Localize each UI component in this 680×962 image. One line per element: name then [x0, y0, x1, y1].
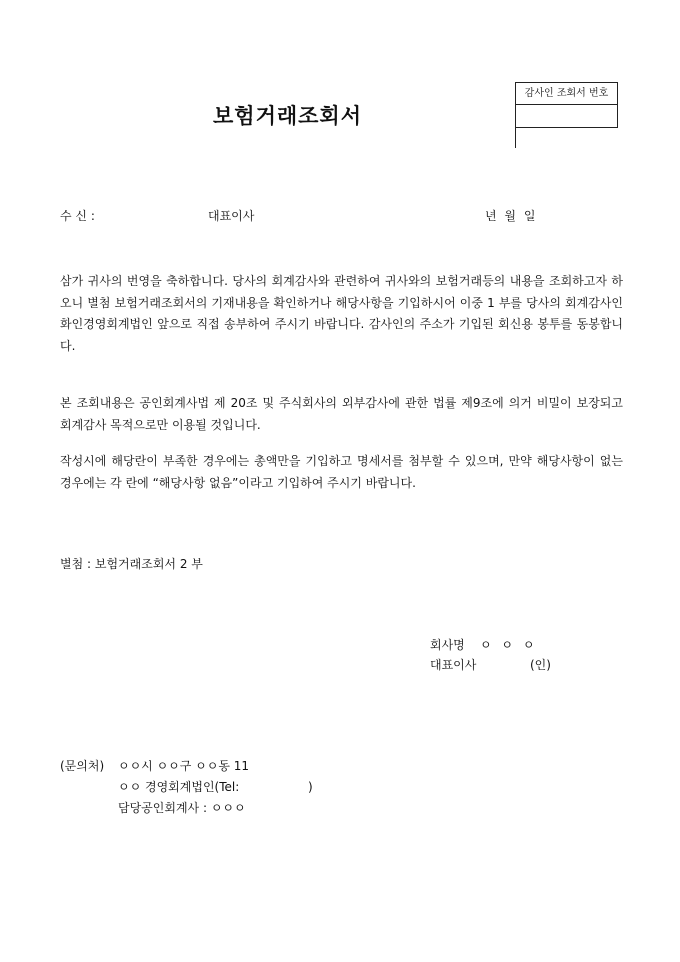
auditor-number-box: [515, 82, 618, 128]
body-paragraph-2: 본 조회내용은 공인회계사법 제 20조 및 주식회사의 외부감사에 관한 법률 제9조에 의거 비밀이 보장되고 회계감사 목적으로만 이용될 것입니다.: [60, 396, 623, 432]
recipient-label: 수 신 :: [60, 209, 95, 223]
contact-label: (문의처): [60, 759, 105, 773]
auditor-box-line: [515, 126, 516, 148]
contact-cpa: 담당공인회계사 : ㅇㅇㅇ: [118, 801, 246, 815]
attachment-note: 별첨 : 보험거래조회서 2 부: [60, 557, 203, 571]
auditor-number-label: 감사인 조회서 번호: [516, 83, 617, 105]
contact-firm: ㅇㅇ 경영회계법인(Tel: ): [118, 780, 313, 794]
company-name-value: ㅇ ㅇ ㅇ: [480, 638, 538, 652]
company-name-label: 회사명: [430, 638, 465, 652]
contact-address: ㅇㅇ시 ㅇㅇ구 ㅇㅇ동 11: [118, 759, 250, 773]
body-paragraph-3: 작성시에 해당란이 부족한 경우에는 총액만을 기입하고 명세서를 첨부할 수 있으며, 만약 해당사항이 없는 경우에는 각 란에 “해당사항 없음”이라고 기입하여 주시기 바랍니다.: [60, 454, 623, 490]
representative-label: 대표이사: [430, 658, 477, 672]
recipient-name: 대표이사: [208, 209, 255, 223]
date-field: 년 월 일: [485, 209, 536, 223]
document-title: 보험거래조회서: [213, 103, 363, 128]
body-paragraph-1: 삼가 귀사의 번영을 축하합니다. 당사의 회계감사와 관련하여 귀사와의 보험거래등의 내용을 조회하고자 하오니 별첨 보험거래조회서의 기재내용을 확인하거나 해당사항을 기입하시어 이중 1 부를 당사의 회계감사인 화인경영회계법인 앞으로 직접 송부하여 주시기 바랍니다. 감사인의 주소가 기입된 회신용 봉투를 동봉합니다.: [60, 274, 623, 353]
seal-mark: (인): [530, 658, 551, 672]
